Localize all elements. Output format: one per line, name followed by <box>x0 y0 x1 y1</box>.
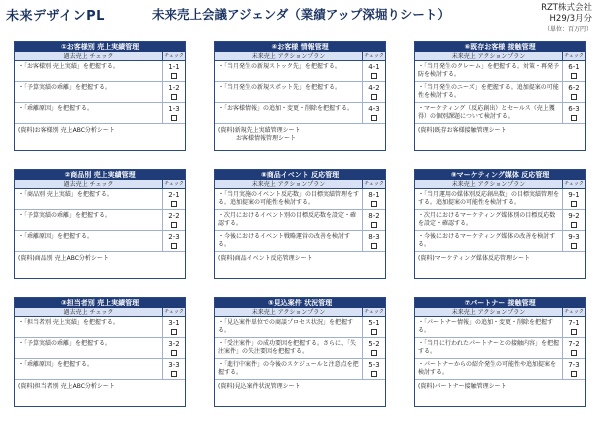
checkbox[interactable] <box>171 371 177 377</box>
checkbox[interactable] <box>171 222 177 228</box>
checkbox[interactable] <box>171 94 177 100</box>
agenda-item-text: ・「担当者別 売上実績」を把握する。 <box>15 317 163 337</box>
checkbox[interactable] <box>571 73 577 79</box>
agenda-item-row <box>15 359 185 380</box>
agenda-item-text: ・「お客様別 売上実績」を把握する。 <box>15 61 163 81</box>
agenda-panel <box>214 41 386 151</box>
checkbox[interactable] <box>171 201 177 207</box>
agenda-item-row <box>215 189 385 210</box>
source-note: (資料)商品別 売上ABC分析シート <box>18 255 109 262</box>
column-header-check: チェック <box>164 181 184 187</box>
item-code: 8-1 <box>368 191 380 199</box>
column-header <box>15 52 185 61</box>
agenda-item-row <box>15 317 185 338</box>
column-header-check: チェック <box>364 181 384 187</box>
item-code: 2-2 <box>168 212 180 220</box>
check-cell <box>163 61 185 81</box>
checkbox[interactable] <box>371 94 377 100</box>
column-header-check: チェック <box>364 309 384 315</box>
agenda-item-row <box>15 82 185 103</box>
check-cell <box>363 359 385 379</box>
agenda-item-row <box>415 103 585 124</box>
agenda-item-row <box>215 231 385 252</box>
panel-title: ②商品別 売上実績管理 <box>15 170 185 180</box>
column-header-label: 過去売上 チェック <box>15 308 163 316</box>
agenda-panel <box>414 297 586 407</box>
agenda-panel <box>14 297 186 407</box>
checkbox[interactable] <box>571 201 577 207</box>
agenda-item-row <box>215 82 385 103</box>
agenda-item-text: ・「当月実施のイベント反応数」の目標実績管理をする。追加提案の可能性を検討する。 <box>215 189 363 209</box>
column-header-check: チェック <box>564 53 584 59</box>
check-cell <box>363 82 385 102</box>
agenda-item-text: ・次月におけるイベント別の目標反応数を設定・確認する。 <box>215 210 363 230</box>
check-cell <box>563 210 585 230</box>
source-note: (資料)既存お客様接触管理シート <box>418 127 507 134</box>
check-cell <box>163 189 185 209</box>
column-header-label: 未来売上 アクションプラン <box>215 308 363 316</box>
agenda-item-text: ・マーケティング（反応創出）とセールス（売上獲得）の個別課題について検討する。 <box>415 103 563 123</box>
item-code: 4-2 <box>368 84 380 92</box>
column-header-label: 未来売上 アクションプラン <box>215 180 363 188</box>
source-note: (資料)マーケティング媒体反応管理シート <box>418 255 530 262</box>
agenda-item-row <box>15 103 185 124</box>
column-header <box>415 52 585 61</box>
agenda-item-row <box>215 359 385 380</box>
check-cell <box>163 82 185 102</box>
agenda-item-row <box>15 338 185 359</box>
item-code: 5-3 <box>368 361 380 369</box>
check-cell <box>363 189 385 209</box>
column-header <box>15 180 185 189</box>
agenda-item-text: ・「当月に行われたパートナーとの接触内容」を把握する。 <box>415 338 563 358</box>
item-code: 4-1 <box>368 63 380 71</box>
check-cell <box>363 317 385 337</box>
agenda-item-text: ・「商品別 売上実績」を把握する。 <box>15 189 163 209</box>
agenda-item-text: ・「乖離原因」を把握する。 <box>15 231 163 251</box>
checkbox[interactable] <box>571 350 577 356</box>
checkbox[interactable] <box>371 371 377 377</box>
agenda-panel <box>14 169 186 279</box>
column-header <box>215 308 385 317</box>
panel-title: ①お客様別 売上実績管理 <box>15 42 185 52</box>
checkbox[interactable] <box>171 73 177 79</box>
agenda-panel <box>414 41 586 151</box>
checkbox[interactable] <box>371 73 377 79</box>
item-code: 1-3 <box>168 105 180 113</box>
checkbox[interactable] <box>371 222 377 228</box>
column-header <box>15 308 185 317</box>
item-code: 7-2 <box>568 340 580 348</box>
check-cell <box>163 231 185 251</box>
agenda-item-text: ・「進行中案件」の今後のスケジュールと注意点を把握する。 <box>215 359 363 379</box>
checkbox[interactable] <box>571 94 577 100</box>
item-code: 5-2 <box>368 340 380 348</box>
item-code: 7-3 <box>568 361 580 369</box>
agenda-item-text: ・「乖離原因」を把握する。 <box>15 103 163 123</box>
checkbox[interactable] <box>371 115 377 121</box>
agenda-item-row <box>415 231 585 252</box>
report-period: H29/3月分 <box>549 14 592 25</box>
agenda-item-row <box>215 317 385 338</box>
check-cell <box>563 189 585 209</box>
agenda-item-text: ・「予算実績の乖離」を把握する。 <box>15 82 163 102</box>
panel-title: ④お客様 情報管理 <box>215 42 385 52</box>
column-header-check: チェック <box>164 53 184 59</box>
agenda-item-text: ・今後におけるイベント戦略運営の改善を検討する。 <box>215 231 363 251</box>
page-title: 未来売上会議アジェンダ（業績アップ深堀りシート） <box>152 7 450 22</box>
item-code: 5-1 <box>368 319 380 327</box>
source-note: (資料)担当者別 売上ABC分析シート <box>18 383 115 390</box>
item-code: 1-2 <box>168 84 180 92</box>
checkbox[interactable] <box>371 201 377 207</box>
check-cell <box>363 61 385 81</box>
agenda-item-text: ・「受注案件」の成功要因を把握する。さらに、「失注案件」の失注要因を把握する。 <box>215 338 363 358</box>
agenda-item-text: ・パートナーからの紹介発生の可能性や追加提案を検討する。 <box>415 359 563 379</box>
column-header <box>415 180 585 189</box>
column-header-check: チェック <box>564 181 584 187</box>
checkbox[interactable] <box>571 222 577 228</box>
agenda-item-text: ・「当月発生の新規スポット先」を把握する。 <box>215 82 363 102</box>
agenda-item-text: ・今後におけるマーケティング媒体の改善を検討する。 <box>415 231 563 251</box>
agenda-item-row <box>15 231 185 252</box>
column-header-check: チェック <box>564 309 584 315</box>
agenda-item-text: ・「予算実績の乖離」を把握する。 <box>15 210 163 230</box>
item-code: 2-3 <box>168 233 180 241</box>
item-code: 8-3 <box>368 233 380 241</box>
checkbox[interactable] <box>171 329 177 335</box>
checkbox[interactable] <box>571 115 577 121</box>
agenda-item-row <box>15 61 185 82</box>
check-cell <box>563 338 585 358</box>
checkbox[interactable] <box>171 350 177 356</box>
agenda-item-text: ・「見込案件単位での商談プロセス状況」を把握する。 <box>215 317 363 337</box>
item-code: 7-1 <box>568 319 580 327</box>
check-cell <box>563 82 585 102</box>
check-cell <box>563 103 585 123</box>
brand-logo-text: 未来デザインPL <box>6 9 105 24</box>
agenda-item-text: ・「当月発生の新規ストック先」を把握する。 <box>215 61 363 81</box>
check-cell <box>163 359 185 379</box>
column-header-label: 未来売上 アクションプラン <box>415 308 563 316</box>
check-cell <box>163 210 185 230</box>
agenda-item-text: ・「乖離原因」を把握する。 <box>15 359 163 379</box>
agenda-item-row <box>215 338 385 359</box>
checkbox[interactable] <box>171 115 177 121</box>
agenda-item-row <box>415 61 585 82</box>
checkbox[interactable] <box>371 329 377 335</box>
agenda-item-row <box>415 82 585 103</box>
panel-title: ⑤見込案件 状況管理 <box>215 298 385 308</box>
source-note: (資料)新規先上実績管理シート お客様情報管理シート <box>218 127 301 142</box>
agenda-item-row <box>215 103 385 124</box>
document-meta <box>541 3 592 34</box>
agenda-item-row <box>215 61 385 82</box>
agenda-item-row <box>15 210 185 231</box>
check-cell <box>563 359 585 379</box>
item-code: 3-3 <box>168 361 180 369</box>
agenda-item-row <box>215 210 385 231</box>
item-code: 8-2 <box>368 212 380 220</box>
check-cell <box>363 103 385 123</box>
panel-title: ⑦パートナー 接触管理 <box>415 298 585 308</box>
agenda-panel <box>214 297 386 407</box>
panel-title: ③担当者別 売上実績管理 <box>15 298 185 308</box>
panel-title: ⑥既存お客様 接触管理 <box>415 42 585 52</box>
source-note: (資料)商品イベント反応管理シート <box>218 255 313 262</box>
agenda-item-text: ・「当月発生のクレーム」を把握する。対策・再発予防を検討する。 <box>415 61 563 81</box>
item-code: 3-2 <box>168 340 180 348</box>
check-cell <box>563 61 585 81</box>
agenda-panel <box>414 169 586 279</box>
column-header-label: 過去売上 チェック <box>15 52 163 60</box>
source-note: (資料)見込案件状況管理シート <box>218 383 301 390</box>
unit-note: （単位：百万円） <box>543 25 592 33</box>
agenda-item-text: ・「当月発生のニーズ」を把握する。追加提案の可能性を検討する。 <box>415 82 563 102</box>
check-cell <box>363 210 385 230</box>
agenda-item-row <box>415 317 585 338</box>
checkbox[interactable] <box>171 243 177 249</box>
agenda-panel <box>214 169 386 279</box>
agenda-item-text: ・「予算実績の乖離」を把握する。 <box>15 338 163 358</box>
source-note: (資料)お客様別 売上ABC分析シート <box>18 127 115 134</box>
checkbox[interactable] <box>371 243 377 249</box>
column-header-check: チェック <box>364 53 384 59</box>
column-header <box>215 52 385 61</box>
item-code: 4-3 <box>368 105 380 113</box>
check-cell <box>163 103 185 123</box>
check-cell <box>563 231 585 251</box>
check-cell <box>563 317 585 337</box>
column-header <box>415 308 585 317</box>
agenda-item-row <box>415 189 585 210</box>
agenda-panel <box>14 41 186 151</box>
checkbox[interactable] <box>571 329 577 335</box>
check-cell <box>363 338 385 358</box>
column-header-label: 過去売上 チェック <box>15 180 163 188</box>
agenda-item-row <box>415 338 585 359</box>
agenda-item-text: ・「お客様情報」の追加・変更・削除を把握する。 <box>215 103 363 123</box>
item-code: 9-1 <box>568 191 580 199</box>
checkbox[interactable] <box>571 243 577 249</box>
column-header-label: 未来売上 アクションプラン <box>215 52 363 60</box>
column-header-label: 未来売上 アクションプラン <box>415 52 563 60</box>
agenda-item-row <box>415 359 585 380</box>
item-code: 6-2 <box>568 84 580 92</box>
item-code: 9-3 <box>568 233 580 241</box>
agenda-item-row <box>15 189 185 210</box>
source-note: (資料)パートナー接触管理シート <box>418 383 507 390</box>
agenda-item-text: ・次月におけるマーケティング媒体別の目標反応数を設定・確認する。 <box>415 210 563 230</box>
checkbox[interactable] <box>571 371 577 377</box>
check-cell <box>363 231 385 251</box>
column-header-label: 未来売上 アクションプラン <box>415 180 563 188</box>
agenda-item-row <box>415 210 585 231</box>
item-code: 6-1 <box>568 63 580 71</box>
item-code: 3-1 <box>168 319 180 327</box>
panel-title: ⑨マーケティング媒体 反応管理 <box>415 170 585 180</box>
panel-title: ⑧商品イベント 反応管理 <box>215 170 385 180</box>
agenda-item-text: ・「当月運用の媒体別反応創出数」の目標実績管理をする。追加提案の可能性を検討する。 <box>415 189 563 209</box>
check-cell <box>163 338 185 358</box>
column-header <box>215 180 385 189</box>
company-name: RZT株式会社 <box>541 3 592 13</box>
check-cell <box>163 317 185 337</box>
column-header-check: チェック <box>164 309 184 315</box>
checkbox[interactable] <box>371 350 377 356</box>
item-code: 2-1 <box>168 191 180 199</box>
agenda-item-text: ・「パートナー情報」の追加・変更・削除を把握する。 <box>415 317 563 337</box>
item-code: 9-2 <box>568 212 580 220</box>
item-code: 1-1 <box>168 63 180 71</box>
item-code: 6-3 <box>568 105 580 113</box>
